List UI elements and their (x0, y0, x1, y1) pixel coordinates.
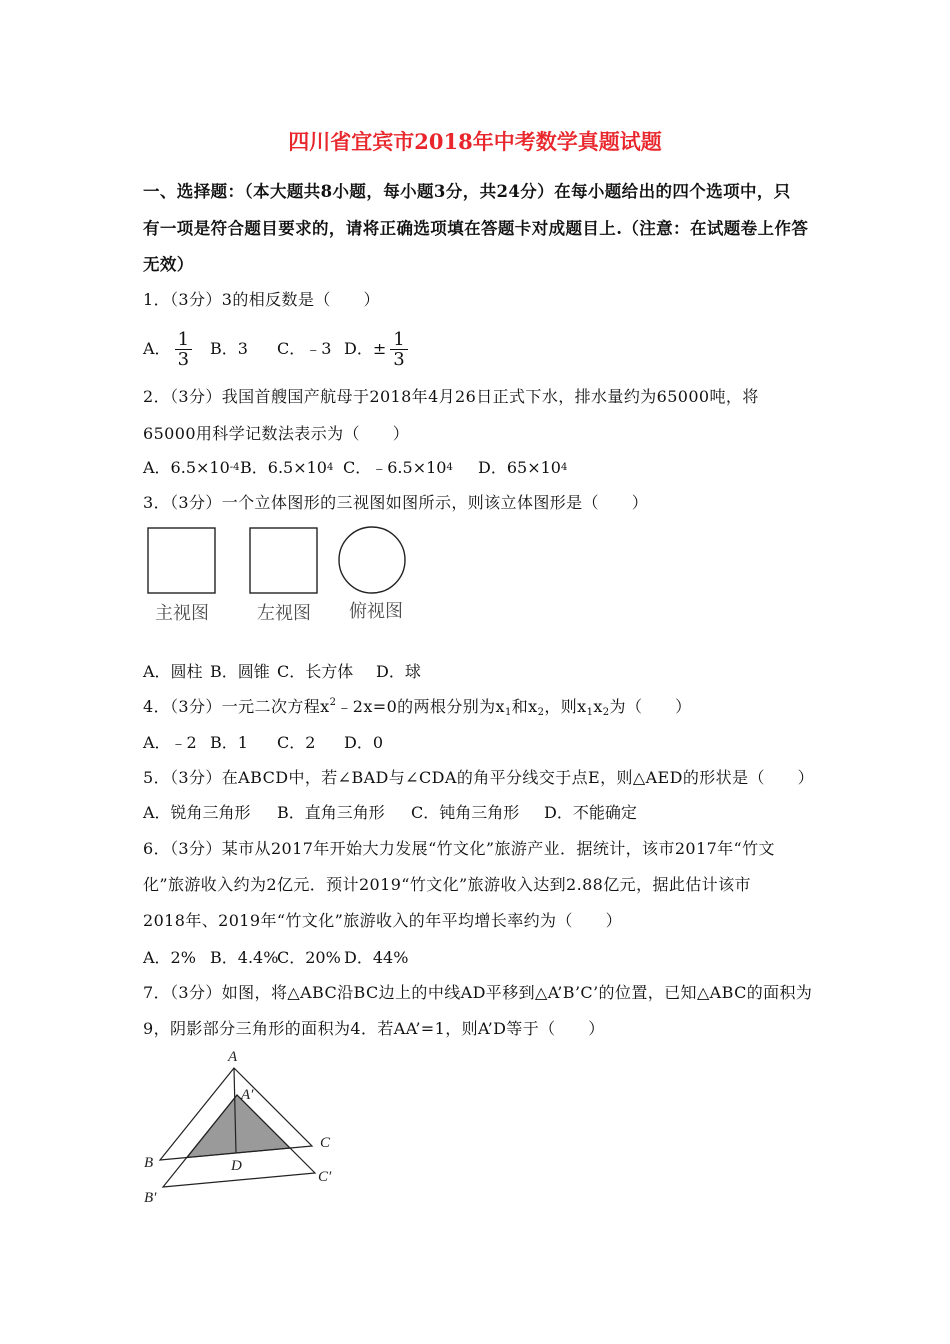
q2-option-d-base: D．65×10 (478, 458, 561, 477)
point-a-prime-label: A′ (241, 1087, 254, 1103)
q4-stem-part: 和x (511, 697, 538, 716)
q1-option-d-fraction (390, 330, 407, 369)
q5-options (143, 803, 843, 823)
q4-subscript: 1 (586, 707, 594, 718)
q6-options (143, 948, 843, 968)
q4-option-b: B．1 (210, 733, 248, 752)
point-b-prime-label: B′ (144, 1190, 157, 1206)
q2-option-a: A．6.5×10 -4 (143, 458, 240, 477)
q3-option-d: D．球 (376, 662, 421, 681)
q2-option-d: D．65×10 4 (478, 458, 568, 477)
q4-options (143, 733, 843, 753)
q4-option-a: A．﹣2 (143, 733, 197, 752)
q6-option-b: B．4.4% (210, 948, 279, 967)
front-view-square (148, 528, 215, 593)
q5-option-d: D．不能确定 (544, 803, 637, 822)
q3-options (143, 662, 843, 682)
point-d-label: D (231, 1158, 242, 1174)
q5-stem: 5．（3分）在ABCD中，若∠BAD与∠CDA的角平分线交于点E，则△AED的形状是（ ） (143, 768, 815, 787)
q4-option-d: D．0 (344, 733, 384, 752)
q4-stem-part: 4．（3分）一元二次方程x (143, 697, 330, 716)
q1-option-d (344, 327, 408, 371)
page-title: 四川省宜宾市2018年中考数学真题试题 (288, 129, 662, 154)
q3-three-views-figure (140, 520, 420, 630)
q5-option-b: B．直角三角形 (277, 803, 385, 822)
q2-stem-line-2: 65000用科学记数法表示为（ ） (143, 424, 410, 443)
q1-options (143, 327, 843, 371)
q2-option-c: C．﹣6.5×10 4 (343, 458, 453, 477)
q4-subscript: 2 (602, 707, 610, 718)
fraction-numerator: 1 (175, 330, 192, 350)
q6-option-c: C．20% (277, 948, 341, 967)
q1-option-d-label: D．± (344, 339, 387, 358)
q4-stem (143, 697, 692, 717)
point-c-label: C (320, 1135, 331, 1151)
fraction-denominator: 3 (177, 348, 190, 370)
q6-stem-line-3: 2018年、2019年“竹文化”旅游收入的年平均增长率约为（ ） (143, 911, 622, 930)
q3-option-a: A．圆柱 (143, 662, 203, 681)
point-a-label: A (228, 1049, 238, 1065)
front-view-label: 主视图 (155, 603, 209, 624)
q6-option-a: A．2% (143, 948, 196, 967)
fraction-denominator: 3 (393, 348, 405, 370)
top-view-label: 俯视图 (349, 601, 403, 622)
section-instructions-line-2: 有一项是符合题目要求的，请将正确选项填在答题卡对成题目上.（注意：在试题卷上作答 (143, 219, 809, 238)
fraction-numerator: 1 (390, 330, 407, 350)
q1-option-a-fraction (175, 330, 192, 369)
q2-option-c-base: C．﹣6.5×10 (343, 458, 447, 477)
q4-subscript: 2 (537, 707, 545, 718)
q1-option-b: B．3 (210, 339, 248, 358)
q3-stem: 3．（3分）一个立体图形的三视图如图所示，则该立体图形是（ ） (143, 493, 649, 512)
q6-option-d: D．44% (344, 948, 409, 967)
q7-stem-line-2: 9，阴影部分三角形的面积为4．若AA’=1，则A’D等于（ ） (143, 1019, 605, 1038)
point-b-label: B (144, 1155, 154, 1171)
q4-option-c: C．2 (277, 733, 316, 752)
q7-triangle-translation-figure (130, 1040, 350, 1210)
q4-stem-part: 为（ ） (609, 697, 692, 716)
q3-option-b: B．圆锥 (210, 662, 270, 681)
q1-option-a (143, 327, 192, 371)
section-instructions-line-3: 无效） (143, 255, 194, 274)
q4-stem-part: ﹣2x=0的两根分别为x (336, 697, 505, 716)
q4-superscript: 2 (329, 697, 337, 708)
q5-option-a: A．锐角三角形 (143, 803, 251, 822)
q5-option-c: C．钝角三角形 (411, 803, 520, 822)
point-c-prime-label: C′ (318, 1169, 332, 1185)
q6-stem-line-2: 化”旅游收入约为2亿元．预计2019“竹文化”旅游收入达到2.88亿元，据此估计该市 (143, 875, 751, 894)
section-instructions-line-1: 一、选择题：（本大题共8小题，每小题3分，共24分）在每小题给出的四个选项中，只 (143, 182, 791, 201)
q4-stem-part: ，则x (544, 697, 587, 716)
left-view-square (250, 528, 317, 593)
q1-option-c: C．﹣3 (277, 339, 332, 358)
q2-option-b-base: B．6.5×10 (240, 458, 327, 477)
q2-stem-line-1: 2．（3分）我国首艘国产航母于2018年4月26日正式下水，排水量约为65000吨，将 (143, 387, 759, 406)
q2-options (143, 458, 843, 478)
shaded-overlap-triangle (187, 1095, 290, 1158)
q7-stem-line-1: 7．（3分）如图，将△ABC沿BC边上的中线AD平移到△A’B’C’的位置，已知△ABC的面积为 (143, 983, 813, 1002)
left-view-label: 左视图 (257, 603, 311, 624)
q4-subscript: 1 (504, 707, 512, 718)
q3-option-c: C．长方体 (277, 662, 354, 681)
q1-option-a-label: A． (143, 339, 171, 358)
q1-stem: 1．（3分）3的相反数是（ ） (143, 290, 380, 309)
top-view-circle (339, 527, 405, 593)
q4-stem-part: x (593, 697, 603, 716)
q6-stem-line-1: 6．（3分）某市从2017年开始大力发展“竹文化”旅游产业．据统计，该市2017年“竹文 (143, 839, 775, 858)
q2-option-a-base: A．6.5×10 (143, 458, 230, 477)
q2-option-b: B．6.5×10 4 (240, 458, 334, 477)
